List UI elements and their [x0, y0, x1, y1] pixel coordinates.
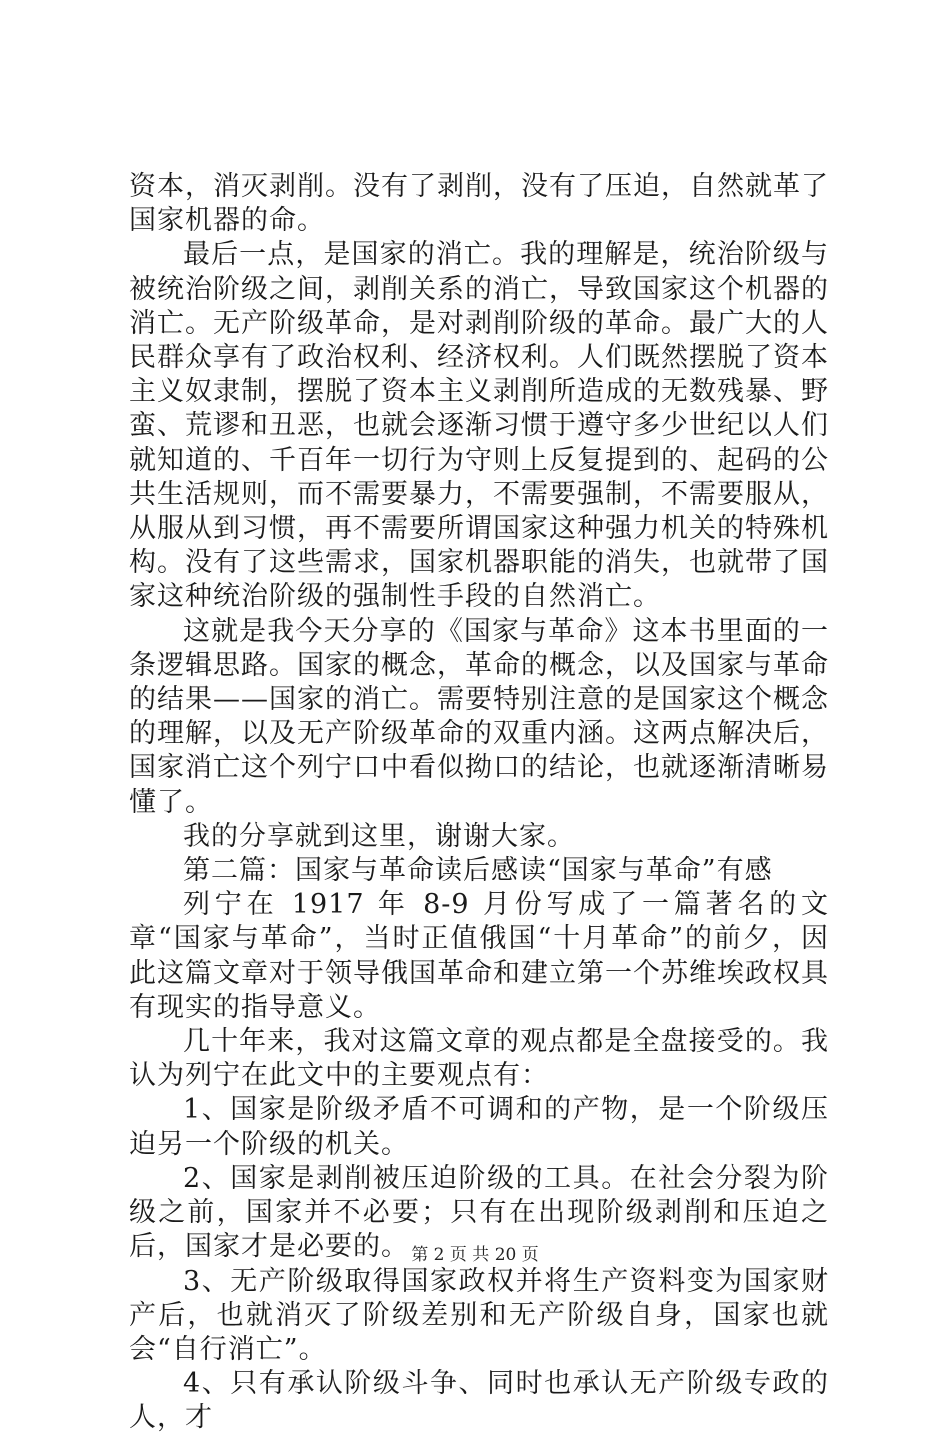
section-heading: 第二篇：国家与革命读后感读“国家与革命”有感 — [183, 855, 773, 887]
list-item-2: 2、国家是剥削被压迫阶级的工具。在社会分裂为阶级之前，国家并不必要；只有在出现阶级剥削和压迫之后，国家才是必要的。 — [129, 1162, 829, 1263]
paragraph-continued: 资本，消灭剥削。没有了剥削，没有了压迫，自然就革了国家机器的命。 — [129, 171, 829, 237]
list-item-1: 1、国家是阶级矛盾不可调和的产物，是一个阶级压迫另一个阶级的机关。 — [129, 1094, 829, 1160]
paragraph-lenin-intro: 列宁在 1917 年 8-9 月份写成了一篇著名的文章“国家与革命”，当时正值俄国“十月革命”的前夕，因此这篇文章对于领导俄国革命和建立第一个苏维埃政权具有现实的指导意义。 — [129, 889, 829, 1023]
list-item-3: 3、无产阶级取得国家政权并将生产资料变为国家财产后，也就消灭了阶级差别和无产阶级自身，国家也就会“自行消亡”。 — [129, 1265, 829, 1365]
paragraph-summary: 这就是我今天分享的《国家与革命》这本书里面的一条逻辑思路。国家的概念，革命的概念，以及国家与革命的结果——国家的消亡。需要特别注意的是国家这个概念的理解，以及无产阶级革命的双重内涵。这两点解决后，国家消亡这个列宁口中看似拗口的结论，也就逐渐清晰易懂了。 — [129, 615, 829, 818]
page-footer: 第 2 页 共 20 页 — [411, 1245, 539, 1265]
paragraph-closing: 我的分享就到这里，谢谢大家。 — [183, 820, 575, 852]
paragraph-main-views: 几十年来，我对这篇文章的观点都是全盘接受的。我认为列宁在此文中的主要观点有： — [129, 1026, 829, 1092]
paragraph-state-withering: 最后一点，是国家的消亡。我的理解是，统治阶级与被统治阶级之间，剥削关系的消亡，导致国家这个机器的消亡。无产阶级革命，是对剥削阶级的革命。最广大的人民群众享有了政治权利、经济权利。人们既然摆脱了资本主义奴隶制，摆脱了资本主义剥削所造成的无数残暴、野蛮、荒谬和丑恶，也就会逐渐习惯于遵守多少世纪以人们就知道的、千百年一切行为守则上反复提到的、起码的公共生活规则，而不需要暴力，不需要强制，不需要服从，从服从到习惯，再不需要所谓国家这种强力机关的特殊机构。没有了这些需求，国家机器职能的消失，也就带了国家这种统治阶级的强制性手段的自然消亡。 — [129, 239, 829, 613]
list-item-4: 4、只有承认阶级斗争、同时也承认无产阶级专政的人，才 — [129, 1368, 829, 1434]
